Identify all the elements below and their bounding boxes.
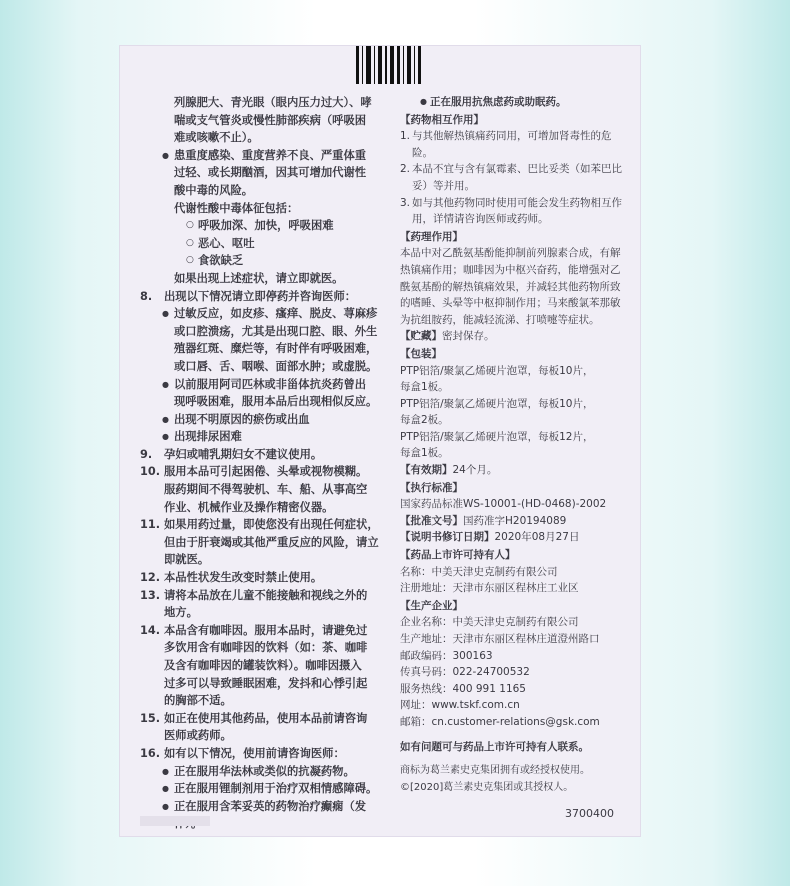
item-15: 15. 如正在使用其他药品，使用本品前请咨询 xyxy=(140,711,368,725)
bullet-anxiolytic: ● 正在服用抗焦虑药或助眠药。 xyxy=(400,94,628,111)
section-validity: 【有效期】24个月。 xyxy=(400,464,498,477)
section-package: 【包装】 xyxy=(400,347,442,360)
item-14: 14. 本品含有咖啡因。服用本品时，请避免过 xyxy=(140,623,368,637)
section-interactions: 【药物相互作用】 xyxy=(400,113,484,126)
bullet-cont: 殖器红斑、糜烂等，有时伴有呼吸困难， xyxy=(174,342,378,356)
bullet-aspirin: ● 以前服用阿司匹林或非甾体抗炎药曾出 xyxy=(140,376,390,394)
item-cont: 但由于肝衰竭或其他严重反应的风险，请立 xyxy=(164,535,379,549)
item-8: 8. 出现以下情况请立即停药并咨询医师： xyxy=(140,289,357,303)
item-cont: 地方。 xyxy=(164,606,198,620)
pack-line: PTP铝箔/聚氯乙烯硬片泡罩，每板10片， xyxy=(400,397,594,410)
mah-line: 名称：中美天津史克制药有限公司 xyxy=(400,565,558,578)
item-16: 16. 如有以下情况，使用前请咨询医师： xyxy=(140,746,345,760)
item-cont: 过多可以导致睡眠困难，发抖和心悸引起 xyxy=(164,676,368,690)
bullet-bruise: ● 出现不明原因的瘀伤或出血 xyxy=(140,411,390,429)
section-manufacturer: 【生产企业】 xyxy=(400,599,463,612)
barcode xyxy=(356,46,424,84)
bullet-cont: 酸中毒的风险。 xyxy=(174,183,254,197)
cont-line: 难或咳嗽不止）。 xyxy=(174,131,259,145)
cont-line: 列腺肥大、青光眼（眼内压力过大）、哮 xyxy=(174,96,372,109)
section-revision: 【说明书修订日期】2020年08月27日 xyxy=(400,531,580,544)
item-10: 10. 服用本品可引起困倦、头晕或视物模糊。 xyxy=(140,465,368,479)
pharm-line: 为抗组胺药，能减轻流涕、打喷嚏等症状。 xyxy=(400,313,600,326)
mah-line: 注册地址：天津市东丽区程林庄工业区 xyxy=(400,582,579,595)
mfr-line: 网址：www.tskf.com.cn xyxy=(400,699,520,712)
item-13: 13. 请将本品放在儿童不能接触和视线之外的 xyxy=(140,588,368,602)
left-column xyxy=(140,94,390,833)
section-mah: 【药品上市许可持有人】 xyxy=(400,549,516,562)
bullet-urine: ● 出现排尿困难 xyxy=(140,428,390,446)
item-cont: 多饮用含有咖啡因的饮料（如：茶、咖啡 xyxy=(164,641,368,655)
pharm-line: 热镇痛作用；咖啡因为中枢兴奋药，能增强对乙 xyxy=(400,263,621,276)
pack-line: 每盒2板。 xyxy=(400,414,449,427)
trademark-line: 商标为葛兰素史克集团拥有或经授权使用。 xyxy=(400,765,590,777)
bullet-cont: 或口腔溃疡，尤其是出现口腔、眼、外生 xyxy=(174,324,378,338)
pack-line: 每盒1板。 xyxy=(400,381,449,394)
bullet-cont: 现呼吸困难，服用本品后出现相似反应。 xyxy=(174,395,378,409)
bullet-infection: ● 患重度感染、重度营养不良、严重体重 xyxy=(140,147,390,165)
section-storage: 【贮藏】密封保存。 xyxy=(400,330,495,343)
cont-line: 喘或支气管炎或慢性肺部疾病（呼吸困 xyxy=(174,113,367,127)
pack-line: PTP铝箔/聚氯乙烯硬片泡罩，每板10片， xyxy=(400,364,594,377)
item-cont: 服药期间不得驾驶机、车、船、从事高空 xyxy=(164,483,368,497)
item-cont: 医师或药师。 xyxy=(164,729,232,743)
mfr-line: 企业名称：中美天津史克制药有限公司 xyxy=(400,616,579,629)
acidosis-sign: ○ 食欲缺乏 xyxy=(140,252,390,270)
stop-note: 如果出现上述症状，请立即就医。 xyxy=(174,271,344,285)
item-12: 12. 本品性状发生改变时禁止使用。 xyxy=(140,571,323,585)
item-cont: 作业、机械作业及操作精密仪器。 xyxy=(164,500,334,514)
pack-line: 每盒1板。 xyxy=(400,447,449,460)
item-cont: 即就医。 xyxy=(164,553,210,567)
pharm-line: 酰氨基酚的解热镇痛效果，并减轻其他药物所致 xyxy=(400,280,621,293)
mfr-line: 邮政编码：300163 xyxy=(400,649,493,662)
pharm-line: 的嗜睡、头晕等中枢抑制作用；马来酸氯苯那敏 xyxy=(400,297,621,310)
bullet-cont: 过轻、或长期酗酒，因其可增加代谢性 xyxy=(174,166,367,180)
mfr-line: 传真号码：022-24700532 xyxy=(400,666,530,679)
bullet-phenytoin: ● 正在服用含苯妥英的药物治疗癫痫（发 xyxy=(140,798,390,816)
leaflet-code: 3700400 xyxy=(565,807,614,820)
acidosis-intro: 代谢性酸中毒体征包括： xyxy=(174,201,299,215)
bullet-warfarin: ● 正在服用华法林或类似的抗凝药物。 xyxy=(140,763,390,781)
contact-note: 如有问题可与药品上市许可持有人联系。 xyxy=(400,740,589,753)
item-11: 11. 如果用药过量，即使您没有出现任何症状， xyxy=(140,518,379,532)
bullet-cont: 或口唇、舌、咽喉、面部水肿；或虚脱。 xyxy=(174,359,378,373)
item-cont: 及含有咖啡因的罐装饮料）。咖啡因摄入 xyxy=(164,659,362,672)
mfr-line: 生产地址：天津市东丽区程林庄道澄州路口 xyxy=(400,633,600,645)
acidosis-sign: ○ 呼吸加深、加快，呼吸困难 xyxy=(140,217,390,235)
leaflet-sheet xyxy=(120,46,640,836)
interaction-1: 1. 与其他解热镇痛药同用，可增加肾毒性的危险。 xyxy=(400,130,612,159)
interaction-cont: 用，详情请咨询医师或药师。 xyxy=(412,213,549,226)
section-approval: 【批准文号】国药准字H20194089 xyxy=(400,514,567,527)
item-cont: 的胸部不适。 xyxy=(164,694,232,708)
standard-value: 国家药品标准WS-10001-(HD-0468)-2002 xyxy=(400,498,607,511)
interaction-2: 2. 本品不宜与含有氯霉素、巴比妥类（如苯巴比 xyxy=(400,163,622,176)
interaction-3: 3. 如与其他药物同时使用可能会发生药物相互作 xyxy=(400,196,622,209)
bullet-allergy: ● 过敏反应，如皮疹、瘙痒、脱皮、荨麻疹 xyxy=(140,305,390,323)
bullet-lithium: ● 正在服用锂制剂用于治疗双相情感障碍。 xyxy=(140,780,390,798)
acidosis-sign: ○ 恶心、呕吐 xyxy=(140,235,390,253)
section-pharmacology: 【药理作用】 xyxy=(400,230,463,243)
mfr-line: 服务热线：400 991 1165 xyxy=(400,682,526,695)
trademark-line: ©[2020]葛兰素史克集团或其授权人。 xyxy=(400,781,574,793)
interaction-cont: 妥）等并用。 xyxy=(412,179,475,192)
item-9: 9. 孕妇或哺乳期妇女不建议使用。 xyxy=(140,447,323,461)
section-standard: 【执行标准】 xyxy=(400,481,463,494)
pharm-line: 本品中对乙酰氨基酚能抑制前列腺素合成，有解 xyxy=(400,247,621,260)
pack-line: PTP铝箔/聚氯乙烯硬片泡罩，每板12片， xyxy=(400,430,594,443)
faded-print xyxy=(140,816,210,826)
right-column xyxy=(400,94,628,796)
mfr-line: 邮箱：cn.customer-relations@gsk.com xyxy=(400,715,600,728)
